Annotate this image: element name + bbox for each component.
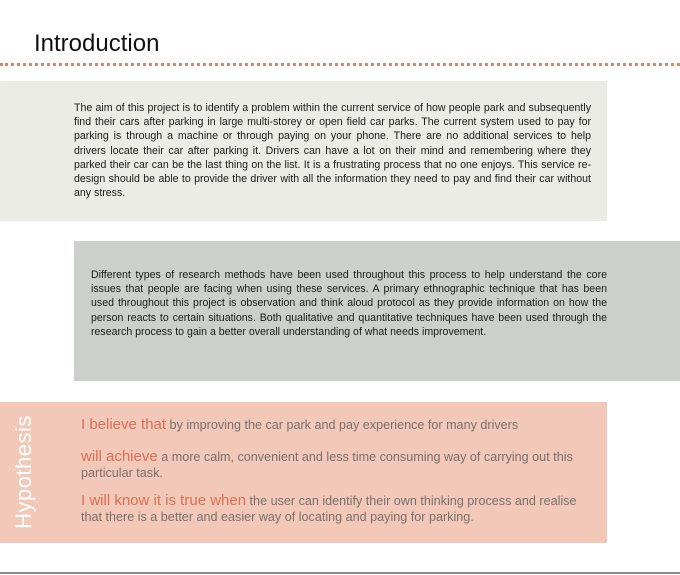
hypothesis-text: the user can identify their own thinking process and realise that there is a better and easier way of locating and paying for parking.: [81, 494, 577, 524]
hypothesis-lead: I believe that: [81, 416, 167, 433]
bottom-divider: [0, 572, 680, 574]
hypothesis-statement-verify: [81, 493, 591, 525]
hypothesis-label: Hypothesis: [11, 415, 36, 529]
hypothesis-text: by improving the car park and pay experience for many drivers: [166, 418, 519, 432]
hypothesis-lead: I will know it is true when: [81, 492, 247, 509]
hypothesis-statement-achieve: [81, 449, 591, 481]
intro-section: [0, 81, 607, 221]
research-section: [74, 241, 680, 381]
hypothesis-text: a more calm, convenient and less time consuming way of carrying out this particular task.: [81, 450, 573, 480]
page-title: Introduction: [34, 30, 160, 57]
intro-paragraph: The aim of this project is to identify a problem within the current service of how people park and subsequently find their cars after parking in large multi-storey or open field car parks. The current system used to pay for parking is through a machine or through paying on your phone. There are no additional services to help drivers locate their car after parking it. Drivers can have a lot on their mind and remembering where they parked their car can be the last thing on the list. It is a frustrating process that no one enjoys. This service re-design should be able to provide the driver with all the information they need to pay and find their car without any stress.: [74, 102, 591, 200]
dotted-divider: [0, 63, 680, 66]
hypothesis-statement-belief: [81, 417, 591, 433]
hypothesis-lead: will achieve: [81, 448, 158, 465]
research-paragraph: Different types of research methods have been used throughout this process to help understand the core issues that people are facing when using these services. A primary ethnographic technique that has been used throughout this project is observation and think aloud protocol as they provide information on how the person reacts to certain situations. Both qualitative and quantitative techniques have been used through the research process to gain a better overall understanding of what needs improvement.: [91, 269, 607, 338]
